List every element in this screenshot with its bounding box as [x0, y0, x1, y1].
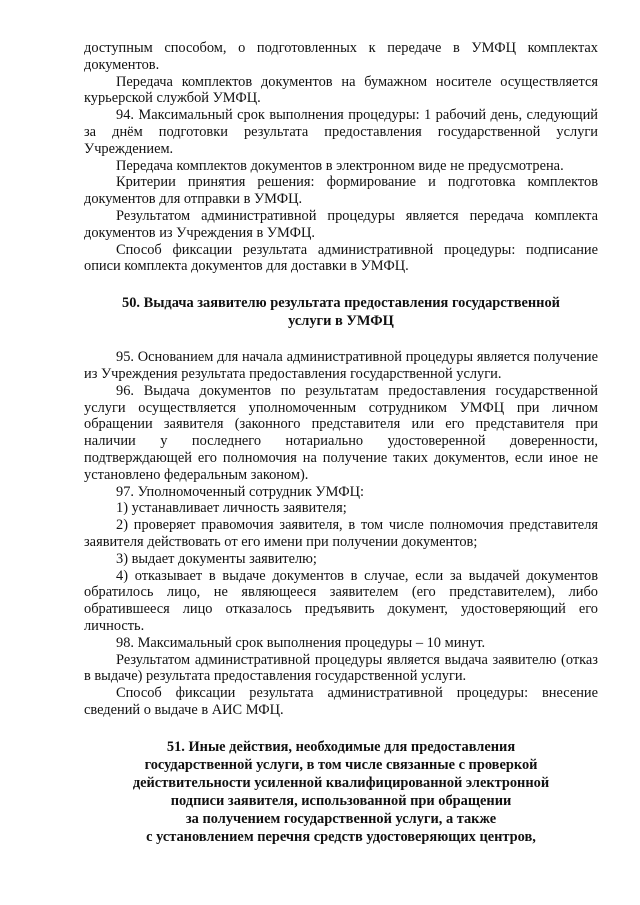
- spacer: [84, 275, 598, 294]
- paragraph: Способ фиксации результата административной процедуры: внесение сведений о выдаче в АИС МФЦ.: [84, 685, 598, 718]
- spacer: [84, 330, 598, 349]
- paragraph: Передача комплектов документов на бумажном носителе осуществляется курьерской службой УМФЦ.: [84, 73, 598, 107]
- spacer: [84, 719, 598, 738]
- paragraph: 97. Уполномоченный сотрудник УМФЦ:: [116, 483, 364, 500]
- paragraph: Результатом административной процедуры является выдача заявителю (отказ в выдаче) результата предоставления государственной услуги.: [84, 651, 598, 685]
- paragraph: 1) устанавливает личность заявителя;: [116, 500, 347, 517]
- paragraph: Критерии принятия решения: формирование и подготовка комплектов документов для отправки в УМФЦ.: [84, 174, 598, 208]
- section-heading: [84, 738, 598, 846]
- paragraph: 96. Выдача документов по результатам предоставления государственной услуги осуществляется уполномоченным сотрудником УМФЦ при личном обращении заявителя (законного представителя или его представителя при наличии у последнего нотариально удостоверенной доверенности, подтверждающей его полномочия на получение таких документов, если иное не установлено федеральным законом).: [84, 382, 598, 483]
- paragraph: 3) выдает документы заявителю;: [116, 550, 317, 567]
- heading-line: действительности усиленной квалифицированной электронной: [132, 774, 550, 791]
- heading-line: с установлением перечня средств удостоверяющих центров,: [146, 828, 536, 845]
- paragraph: доступным способом, о подготовленных к передаче в УМФЦ комплектах документов.: [84, 40, 598, 73]
- heading-line: государственной услуги, в том числе связанные с проверкой: [144, 756, 538, 773]
- heading-line: услуги в УМФЦ: [288, 313, 394, 330]
- paragraph: 4) отказывает в выдаче документов в случае, если за выдачей документов обратилось лицо, не являющееся заявителем (его представителем), либо обратившееся лицо отказалось предъявить документ, удостоверяющий его личность.: [84, 567, 598, 634]
- heading-line: 50. Выдача заявителю результата предоставления государственной: [122, 295, 560, 312]
- paragraph: Способ фиксации результата административной процедуры: подписание описи комплекта документов для доставки в УМФЦ.: [84, 241, 598, 275]
- section-heading: [84, 294, 598, 330]
- paragraph: Результатом административной процедуры является передача комплекта документов из Учреждения в УМФЦ.: [84, 207, 598, 241]
- paragraph: 95. Основанием для начала административной процедуры является получение из Учреждения результата предоставления государственной услуги.: [84, 349, 598, 382]
- heading-line: 51. Иные действия, необходимые для предоставления: [166, 738, 516, 755]
- heading-line: подписи заявителя, использованной при обращении: [170, 792, 512, 809]
- heading-line: за получением государственной услуги, а также: [185, 810, 497, 827]
- paragraph: 98. Максимальный срок выполнения процедуры – 10 минут.: [116, 634, 486, 651]
- paragraph: 2) проверяет правомочия заявителя, в том числе полномочия представителя заявителя действовать от его имени при получении документов;: [84, 517, 598, 550]
- paragraph: 94. Максимальный срок выполнения процедуры: 1 рабочий день, следующий за днём подготовки результата предоставления государственной услуги Учреждением.: [84, 107, 598, 157]
- paragraph: Передача комплектов документов в электронном виде не предусмотрена.: [116, 157, 564, 174]
